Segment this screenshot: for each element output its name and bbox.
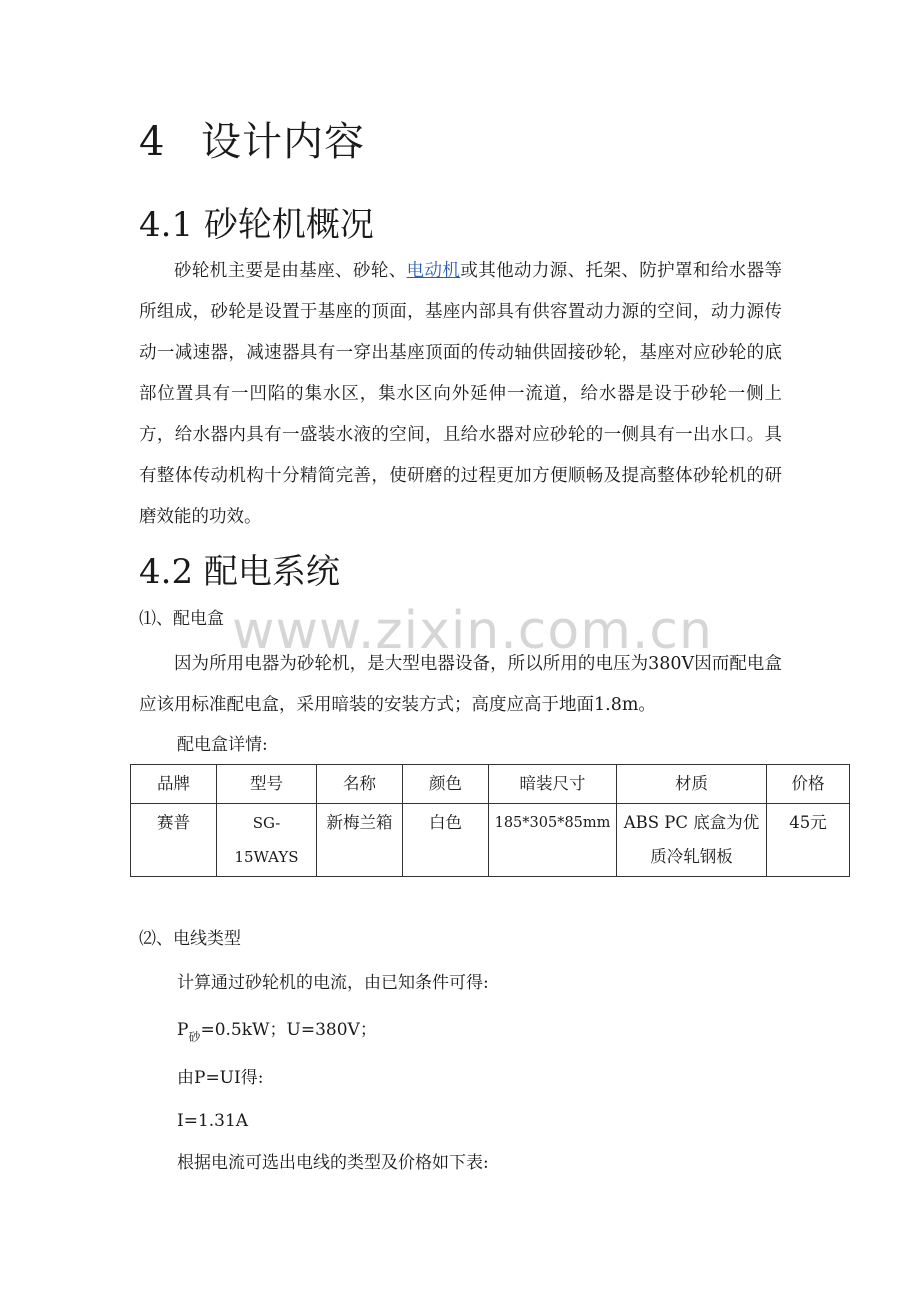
cell-brand: 赛普 [131,804,217,877]
paragraph-text-start: 砂轮机主要是由基座、砂轮、 [174,261,407,281]
distribution-box-paragraph [139,644,782,726]
distribution-box-text: 因为所用电器为砂轮机，是大型电器设备，所以所用的电压为380V因而配电盒应该用标准配电盒，采用暗装的安装方式；高度应高于地面1.8m。 [139,654,782,715]
chapter-title: 设计内容 [201,119,365,165]
formula-power [177,1015,377,1046]
formula-p-subscript: 砂 [188,1030,201,1044]
header-name: 名称 [317,765,403,804]
motor-link[interactable]: 电动机 [406,261,461,281]
formula-current: I=1.31A [177,1111,249,1131]
item-wire-type: ⑵、电线类型 [139,929,241,949]
formula-pui: 由P=UI得: [177,1068,264,1088]
header-size: 暗装尺寸 [489,765,617,804]
table-caption: 配电盒详情: [177,735,268,755]
header-color: 颜色 [403,765,489,804]
header-model: 型号 [217,765,317,804]
chapter-heading [139,116,365,168]
distribution-box-table [130,764,850,877]
formula-p-values: =0.5kW；U=380V； [200,1020,377,1040]
formula-p-symbol: P [177,1020,189,1040]
section-4-1-paragraph [139,251,782,538]
cell-size: 185*305*85mm [489,804,617,877]
cell-model: SG-15WAYS [217,804,317,877]
watermark: www.zixin.com.cn [232,601,713,661]
cell-material: ABS PC 底盒为优质冷轧钢板 [617,804,767,877]
section-4-1-heading: 4.1 砂轮机概况 [139,205,374,245]
item-distribution-box: ⑴、配电盒 [139,609,224,629]
table-row [131,804,850,877]
closing-sentence: 根据电流可选出电线的类型及价格如下表: [177,1153,489,1173]
cell-price: 45元 [767,804,850,877]
header-brand: 品牌 [131,765,217,804]
header-price: 价格 [767,765,850,804]
calc-intro: 计算通过砂轮机的电流，由已知条件可得: [177,973,489,993]
header-material: 材质 [617,765,767,804]
table-header-row [131,765,850,804]
section-4-2-heading: 4.2 配电系统 [139,552,340,592]
cell-name: 新梅兰箱 [317,804,403,877]
chapter-number: 4 [139,119,166,165]
cell-color: 白色 [403,804,489,877]
paragraph-text-rest: 或其他动力源、托架、防护罩和给水器等所组成，砂轮是设置于基座的顶面，基座内部具有供容置动力源的空间，动力源传动一减速器，减速器具有一穿出基座顶面的传动轴供固接砂轮，基座对应砂轮的底部位置具有一凹陷的集水区，集水区向外延伸一流道，给水器是设于砂轮一侧上方，给水器内具有一盛装水液的空间，且给水器对应砂轮的一侧具有一出水口。具有整体传动机构十分精简完善，使研磨的过程更加方便顺畅及提高整体砂轮机的研磨效能的功效。 [139,261,783,527]
